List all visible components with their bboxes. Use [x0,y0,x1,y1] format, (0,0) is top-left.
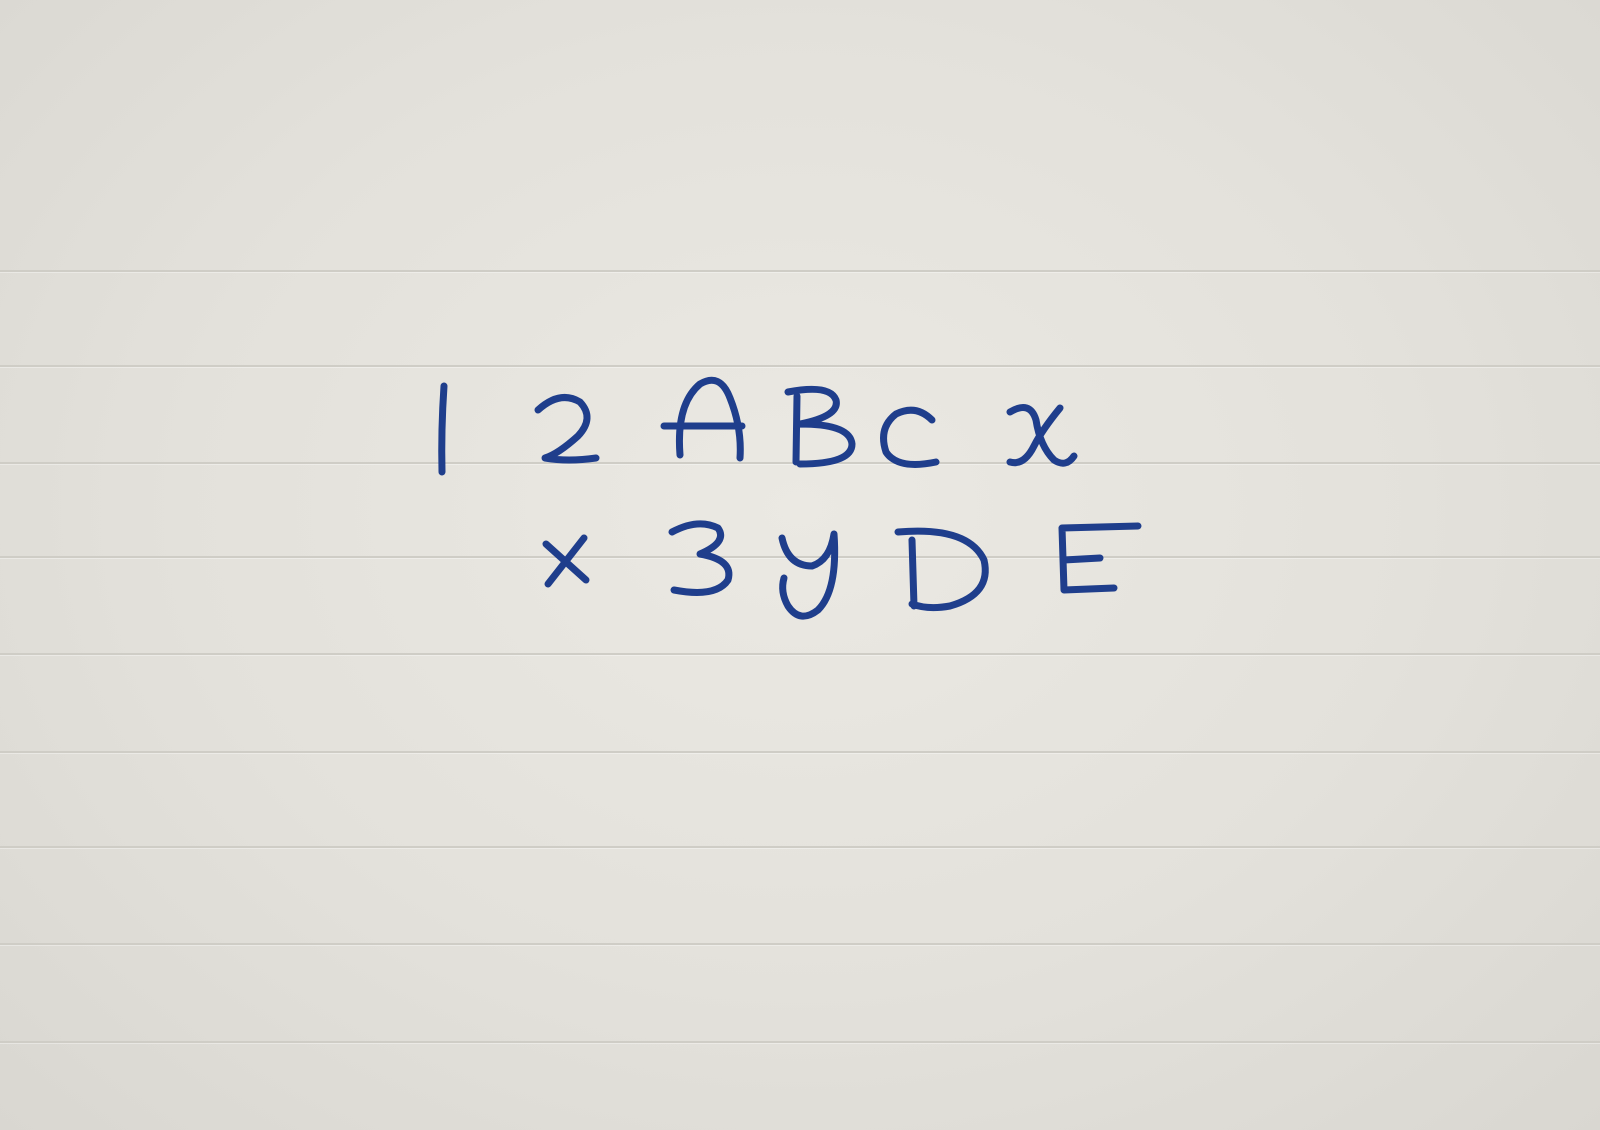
glyph-3 [672,524,729,593]
glyph-B [788,389,852,464]
glyph-D [898,531,985,608]
glyph-A [664,380,742,458]
glyph-x-cursive [1010,408,1074,464]
glyph-x [546,538,586,584]
glyph-c [884,410,936,464]
glyph-y [782,534,835,616]
glyph-1 [442,386,444,472]
handwriting-line-1 [442,380,1074,472]
glyph-2 [538,398,596,461]
handwriting-line-2 [546,524,1138,616]
glyph-E [1062,526,1138,590]
